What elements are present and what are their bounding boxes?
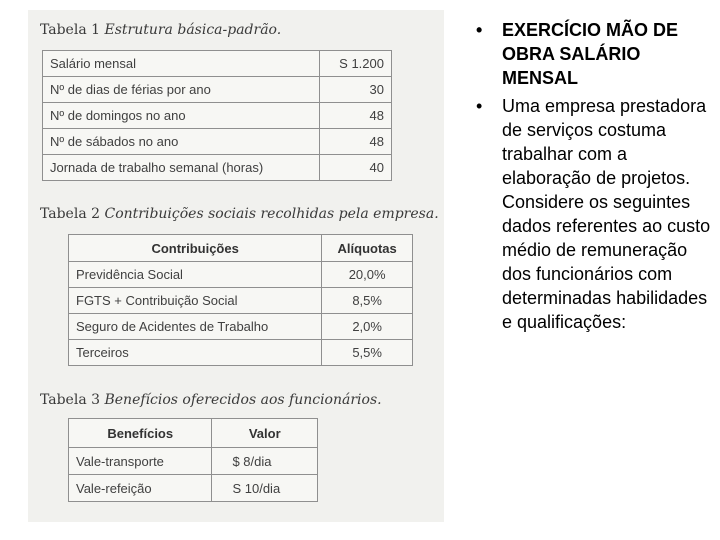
table1-basic-structure [42, 50, 392, 181]
table1-label: Jornada de trabalho semanal (horas) [43, 155, 320, 181]
table2-value: 8,5% [322, 288, 413, 314]
table3-label: Vale-refeição [69, 475, 212, 502]
table-row [43, 77, 392, 103]
table1-value: 30 [319, 77, 392, 103]
table-row [43, 129, 392, 155]
table-row [69, 340, 413, 366]
bullet-item-title [476, 18, 712, 90]
table2-header-rates: Alíquotas [322, 235, 413, 262]
table1-value: 48 [319, 103, 392, 129]
table1-value: 48 [319, 129, 392, 155]
table3-label: Vale-transporte [69, 448, 212, 475]
bullet-text-title: EXERCÍCIO MÃO DE OBRA SALÁRIO MENSAL [502, 20, 679, 88]
table2-label: Terceiros [69, 340, 322, 366]
table2-caption-number: Tabela 2 [40, 206, 101, 222]
table-row [69, 314, 413, 340]
bullet-list [476, 18, 712, 338]
bullet-item-description [476, 94, 712, 334]
table2-label: Previdência Social [69, 262, 322, 288]
table3-caption-title: Benefícios oferecidos aos funcionários. [104, 392, 382, 408]
table3-value: $ 8/dia [212, 448, 318, 475]
table2-value: 5,5% [322, 340, 413, 366]
table2-value: 20,0% [322, 262, 413, 288]
bullet-text-description: Uma empresa prestadora de serviços costuma trabalhar com a elaboração de projetos. Considere os seguintes dados referentes ao custo médio de remuneração dos funcionários com determinadas habilidades e qualificações: [502, 96, 711, 332]
table1-caption [40, 22, 281, 38]
table-row [43, 103, 392, 129]
table3-header-benefits: Benefícios [69, 419, 212, 448]
table2-caption [40, 206, 439, 222]
bullet-icon: • [476, 96, 483, 116]
table-header-row [69, 235, 413, 262]
table3-value: S 10/dia [212, 475, 318, 502]
table3-benefits [68, 418, 318, 502]
table1-value: 40 [319, 155, 392, 181]
table-row [69, 475, 318, 502]
table-row [69, 288, 413, 314]
table2-label: Seguro de Acidentes de Trabalho [69, 314, 322, 340]
table-row [69, 262, 413, 288]
table1-label: Nº de sábados no ano [43, 129, 320, 155]
table-row [69, 448, 318, 475]
table1-label: Salário mensal [43, 51, 320, 77]
table3-caption [40, 392, 382, 408]
table3-caption-number: Tabela 3 [40, 392, 101, 408]
table-row [43, 155, 392, 181]
table-row [43, 51, 392, 77]
table2-social-contributions [68, 234, 413, 366]
table1-caption-number: Tabela 1 [40, 22, 101, 38]
bullet-icon: • [476, 20, 483, 40]
table1-label: Nº de dias de férias por ano [43, 77, 320, 103]
table2-label: FGTS + Contribuição Social [69, 288, 322, 314]
table1-value: S 1.200 [319, 51, 392, 77]
table2-value: 2,0% [322, 314, 413, 340]
table-header-row [69, 419, 318, 448]
table2-header-contributions: Contribuições [69, 235, 322, 262]
scanned-tables-image [28, 10, 444, 522]
table1-caption-title: Estrutura básica-padrão. [104, 22, 282, 38]
table3-header-value: Valor [212, 419, 318, 448]
table1-label: Nº de domingos no ano [43, 103, 320, 129]
table2-caption-title: Contribuições sociais recolhidas pela empresa. [104, 206, 439, 222]
